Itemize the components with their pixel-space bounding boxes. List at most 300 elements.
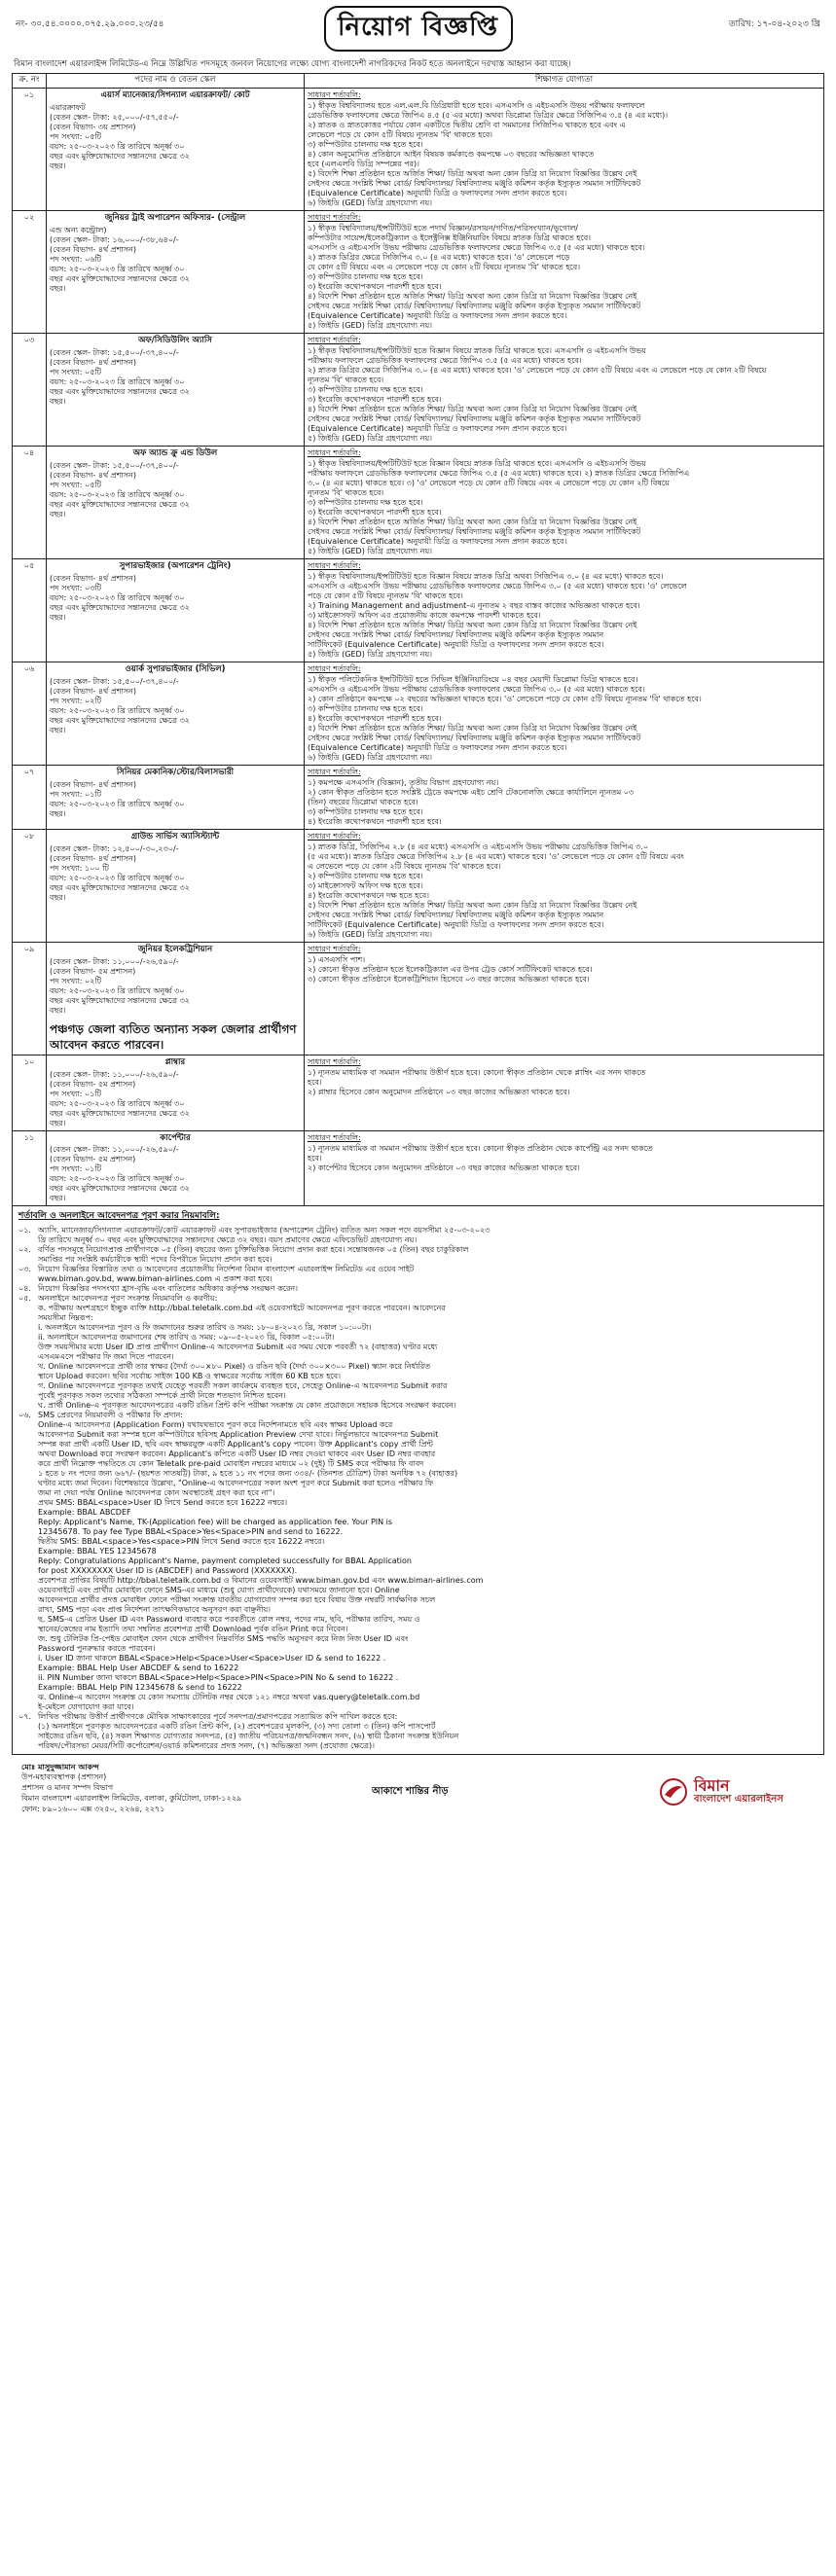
instruction-line: জমা না দেয়া পর্যন্ত Online আবেদনপত্র কোন অবস্থাতেই গ্রহণ করা হবে না"।	[38, 1487, 275, 1497]
row-qualification	[305, 334, 824, 447]
qualification-line: পড়ে যে কোন ৫টি বিষয়ে ন্যূনতম 'বি' থাকতে হবে।	[308, 591, 463, 601]
post-detail: পদ সংখ্যা: ০১টি	[50, 1164, 102, 1174]
qualification-line: ৩) ইংরেজি কথোপকথনে পারদর্শী হতে হবে।	[308, 508, 442, 518]
instruction-line: লিখিত পরীক্ষায় উত্তীর্ণ প্রার্থীগণকে মৌখিক সাক্ষাৎকারের পূর্বে সনদপত্র/প্রমাণপত্রের সত্যায়িত কপি দাখিল করতে হবে:	[38, 1711, 398, 1721]
table-row	[13, 1055, 824, 1131]
qualification-heading: সাধারণ শর্তাবলি:	[308, 448, 361, 458]
qualification-heading: সাধারণ শর্তাবলি:	[308, 336, 361, 345]
instruction-number: ০২.	[18, 1244, 31, 1254]
qualification-line: ৪) কোন অনুমোদিত প্রতিষ্ঠানে আইন বিষয়ক কর্মকাণ্ডে কমপক্ষে ০৩ বছরের অভিজ্ঞতা থাকতে	[308, 150, 595, 160]
instruction-line: খ্রি তারিখে অনূর্ধ্ব ৩০ বছর এবং মুক্তিযোদ্ধাদের সন্তানদের ক্ষেত্রে ৩২ বছর। বয়স প্রমাণের ক্ষেত্রে এফিডেভিট গ্রহণযোগ্য নয়।	[38, 1234, 418, 1244]
qualification-heading: সাধারণ শর্তাবলি:	[308, 90, 361, 100]
post-title: এয়ার্স ম্যানেজার/সিগন্যাল এয়ারক্রাফট/ কোট	[100, 90, 250, 101]
instruction-line: ii. PIN Number জানা থাকলে BBAL<Space>Help<Space>PIN<Space>PIN No & send to 16222 .	[38, 1672, 399, 1682]
qualification-line: এ লেভেলে পড়ে যে কোন ২টি বিষয়ে ন্যূনতম 'বি' থাকতে হবে।	[308, 862, 501, 872]
instruction-line: সম্পন্ন করা প্রার্থী একটি User ID, ছবি এবং স্বাক্ষরযুক্ত একটি Applicant's copy পাবেন। উক্ত Applicant's copy প্রার্থী প্রিন্ট	[38, 1439, 433, 1449]
instruction-text	[38, 1265, 818, 1284]
signature-block	[21, 1763, 241, 1815]
table-row	[13, 662, 824, 766]
qualification-line: ২) স্নাতক ডিগ্রির ক্ষেত্রে সিজিপিএ ৩.০ (৪ এর মধ্যে) থাকতে হবে। 'ও' লেভেলে পড়ে	[308, 253, 570, 263]
qualification-line: (Equivalence Certificate) অনুযায়ী ডিগ্রি ও ফলাফলের সনদ প্রদান করতে হবে।	[308, 189, 567, 198]
post-detail: বছর।	[50, 396, 66, 406]
table-row	[13, 89, 824, 211]
instruction-item	[18, 1654, 818, 1712]
qualification-line: ৩) ইংরেজি কথোপকথনে পারদর্শী হতে হবে।	[308, 395, 442, 405]
qualification-line: ৪) বিদেশি শিক্ষা প্রতিষ্ঠান হতে অর্জিত শিক্ষা/ ডিগ্রি অথবা অন্য কোন ডিগ্রি যা নিয়োগ বিজ্ঞপ্তির উল্লেখ নেই	[308, 518, 637, 527]
qualification-line: ১) ন্যূনতম মাধ্যমিক বা সমমান পরীক্ষায় উত্তীর্ণ হতে হবে। কোনো স্বীকৃত প্রতিষ্ঠান থেকে কার্পেন্ট্রি এর সনদ থাকতে	[308, 1143, 653, 1153]
row-serial: ০৯	[13, 943, 47, 1055]
col-qual-header: শিক্ষাগত যোগ্যতা	[305, 74, 824, 89]
post-detail: বয়স: ২৫-০৩-২০২৩ খ্রি তারিখে অনূর্ধ্ব ৩০	[50, 799, 185, 808]
post-detail: (বেতন বিভাগ- ৫ম প্রশাসন)	[50, 966, 136, 976]
post-detail: বছর এবং মুক্তিযোদ্ধাদের সন্তানদের ক্ষেত্রে ৩২	[50, 499, 190, 509]
instructions-section	[12, 1206, 824, 1754]
qualification-line: ৪) ইংরেজি কথোপকথনে দক্ষ হতে হবে।	[308, 891, 430, 901]
post-detail: (বেতন বিভাগ- ৪র্থ প্রশাসন)	[50, 244, 136, 254]
instruction-line: এসএমএসে পরীক্ষার ফি জমা দিতে পারবেন।	[38, 1351, 174, 1361]
row-post-info	[47, 1055, 305, 1131]
signatory-detail: ফোন: ৮৯০১৬০০ এক্স ৩২৫০, ২২৬৪, ২২৭১	[21, 1804, 165, 1813]
instruction-link-line: ঝ. Online-এ আবেদন সংক্রান্ত যে কোন সমস্যায় টেলিটক নম্বর থেকে ১২১ নম্বরে অথবা vas.query@teletalk.com.bd	[38, 1692, 420, 1701]
qualification-line: ৫) জিইডি (GED) ডিগ্রি গ্রহণযোগ্য নয়।	[308, 434, 433, 444]
qualification-line: সেইসব ক্ষেত্রে সংশ্লিষ্ট শিক্ষা বোর্ড/ বিশ্ববিদ্যালয়/ বিশ্ববিদ্যালয় মঞ্জুরি কমিশন কর্তৃক ইস্যুকৃত সমমান সার্টিফিকেট	[308, 302, 641, 311]
qualification-line: ৫) বিদেশি শিক্ষা প্রতিষ্ঠান হতে অর্জিত শিক্ষা/ ডিগ্রি অথবা অন্য কোন ডিগ্রি যা নিয়োগ বিজ্ঞপ্তির উল্লেখ নেই	[308, 169, 637, 179]
post-detail: বছর।	[50, 725, 66, 734]
qualification-line: (Equivalence Certificate) অনুযায়ী ডিগ্রি ও ফলাফলের সনদ প্রদান করতে হবে।	[308, 743, 567, 753]
instruction-item	[18, 1411, 818, 1498]
instruction-line: অনলাইনে আবেদনপত্র পূরণ সংক্রান্ত নিয়মাবলি ও করণীয়:	[38, 1293, 218, 1303]
qualification-line: সেইসব ক্ষেত্রে সংশ্লিষ্ট শিক্ষা বোর্ড/ বিশ্ববিদ্যালয়/ বিশ্ববিদ্যালয় মঞ্জুরি কমিশন কর্তৃক ইস্যুকৃত সমমান	[308, 911, 604, 920]
post-detail: বছর।	[50, 1118, 66, 1127]
signatory-detail: প্রশাসন ও মানব সম্পদ বিভাগ	[21, 1783, 114, 1793]
post-detail: পদ সংখ্যা: ০৫টি	[50, 480, 102, 489]
table-row	[13, 447, 824, 559]
qualification-line: সার্টিফিকেট (Equivalence Certificate) অনুযায়ী ডিগ্রি ও ফলাফলের সনদ প্রদান করতে হবে।	[308, 920, 604, 930]
qualification-line: সেইসব ক্ষেত্রে সংশ্লিষ্ট শিক্ষা বোর্ড/ বিশ্ববিদ্যালয়/ বিশ্ববিদ্যালয় মঞ্জুরি কমিশন কর্তৃক ইস্যুকৃত সমমান সার্টিফিকেট	[308, 414, 641, 424]
post-detail: বছর এবং মুক্তিযোদ্ধাদের সন্তানদের ক্ষেত্রে ৩২	[50, 1108, 190, 1118]
instruction-line: (১) অনলাইনে পূরণকৃত আবেদনপত্রের একটি রঙিন প্রিন্ট কপি, (২) প্রবেশপত্রের মূলকপি, (৩) সদ্য তোলা ৩ (তিন) কপি পাসপোর্ট	[38, 1721, 436, 1731]
row-qualification	[305, 830, 824, 943]
instruction-number: ০৬.	[18, 1410, 31, 1419]
instruction-line: ঘণ্টার মধ্যে জমা দিবেন। বিশেষভাবে উল্লেখ্য, "Online-এ আবেদনপত্রের সকল অংশ পূরণ করে Submit করা হলেও পরীক্ষার ফি	[38, 1478, 434, 1487]
instruction-number	[18, 1576, 38, 1654]
qualification-line: (Equivalence Certificate) অনুযায়ী ডিগ্রি ও ফলাফলের সনদ প্রদান করতে হবে।	[308, 311, 567, 321]
post-title: অফ অ্যান্ড ক্রু এন্ড ডিউল	[132, 448, 218, 459]
qualification-heading: সাধারণ শর্তাবলি:	[308, 768, 361, 777]
instruction-text	[38, 1411, 818, 1498]
post-detail: পদ সংখ্যা: ১০০ টি	[50, 863, 109, 873]
post-title: অফ/সিডিউলিং অ্যাসি	[138, 336, 212, 346]
qualification-line: ৩) কম্পিউটার চালনায় দক্ষ হতে হবে।	[308, 140, 423, 150]
qualification-line: লেভেলে পড়ে যে কোন ৫টি বিষয়ে ন্যূনতম 'বি' থাকতে হবে।	[308, 130, 493, 140]
table-row	[13, 830, 824, 943]
post-detail: বয়স: ২৫-০৩-২০২৩ খ্রি তারিখে অনূর্ধ্ব ৩০	[50, 141, 185, 151]
qualification-line: পরীক্ষায় ফলাফলে গ্রেডভিত্তিক ফলাফলের ক্ষেত্রে জিপিএ ৩.৫ (৫ এর মধ্যে) থাকতে হবে।	[308, 356, 582, 366]
post-detail: (বেতন বিভাগ- ৪র্থ প্রশাসন)	[50, 357, 136, 367]
qualification-heading: সাধারণ শর্তাবলি:	[308, 561, 361, 571]
post-detail: বছর।	[50, 283, 66, 293]
row-qualification	[305, 559, 824, 662]
instruction-line: ii. অনলাইনে আবেদনপত্র জমাদানের শেষ তারিখ ও সময়: ০৯-০৫-২০২৩ খ্রি, বিকাল ০৫:০০টা।	[38, 1332, 335, 1342]
instruction-number: ০৩.	[18, 1264, 31, 1273]
qualification-line: ৩) মাইক্রোসফট অফিস দক্ষ হতে হবে।	[308, 881, 423, 891]
instruction-line: Reply: Applicant's Name, TK-(Application fee) will be charged as application fee. Your PIN is	[38, 1517, 393, 1526]
post-detail: বছর এবং মুক্তিযোদ্ধাদের সন্তানদের ক্ষেত্রে ৩২	[50, 882, 190, 892]
post-detail: বছর।	[50, 808, 66, 818]
instruction-line: 12345678. To pay fee Type BBAL<Space>Yes<Space>PIN and send to 16222.	[38, 1526, 344, 1536]
instruction-line: দ্বিতীয় SMS: BBAL<space>Yes<space>PIN লিখে Send করতে হবে 16222 নম্বরে।	[38, 1536, 325, 1546]
qualification-line: ২) কোন প্রতিষ্ঠানে কমপক্ষে ০২ বছরের অভিজ্ঞতা থাকতে হবে। 'ও' লেভেলে পড়ে যে কোন ৫টি বিষয়ে ন্যূনতম 'বি' থাকতে হবে।	[308, 695, 702, 704]
post-detail: বয়স: ২৫-০৩-২০২৩ খ্রি তারিখে অনূর্ধ্ব ৩০	[50, 592, 185, 602]
post-title: গ্রাউন্ড সার্ভিস অ্যাসিস্ট্যান্ট	[130, 832, 220, 842]
post-detail: এয়ারক্রাফট	[50, 102, 86, 112]
post-detail: পদ সংখ্যা: ০৫টি	[50, 367, 102, 376]
instruction-item	[18, 1712, 818, 1751]
post-detail: বছর এবং মুক্তিযোদ্ধাদের সন্তানদের ক্ষেত্রে ৩২	[50, 602, 190, 612]
instruction-link-line: www.biman.gov.bd, www.biman-airlines.com এ প্রকাশ করা হবে।	[38, 1273, 273, 1283]
instruction-line: ওয়েবসাইটে এবং প্রার্থীর মোবাইল ফোনে SMS-এর মাধ্যমে (শুধু যোগ্য প্রার্থীদেরকে) যথাসময়ে জানানো হবে। Online	[38, 1585, 400, 1594]
post-detail: বয়স: ২৫-০৩-২০২৩ খ্রি তারিখে অনূর্ধ্ব ৩০	[50, 264, 185, 273]
instruction-line: স্থানের/কেন্দ্রের নাম ইত্যাদি তথ্য সম্বলিত প্রবেশপত্র প্রার্থী Download পূর্বক রঙিন Print করে নিবেন।	[38, 1624, 348, 1633]
slogan: আকাশে শান্তির নীড়	[372, 1785, 449, 1797]
post-detail: বছর এবং মুক্তিযোদ্ধাদের সন্তানদের ক্ষেত্রে ৩২	[50, 386, 190, 396]
instruction-line: জ. শুধু টেলিটক প্রি-পেইড মোবাইল ফোন থেকে প্রার্থীগণ নিম্নবর্ণিত SMS পদ্ধতি অনুসরণ করে নিজ নিজ User ID এবং	[38, 1633, 409, 1643]
footer	[12, 1759, 824, 1827]
row-serial: ০৩	[13, 334, 47, 447]
logo-text-primary: বিমান	[694, 1775, 730, 1795]
post-detail: (বেতন স্কেল- টাকা: ১১,০০০/-২৬,৫৯০/-	[50, 1145, 179, 1155]
instruction-item	[18, 1265, 818, 1284]
qualification-line: সেইসব ক্ষেত্রে সংশ্লিষ্ট শিক্ষা বোর্ড/ বিশ্ববিদ্যালয়/ বিশ্ববিদ্যালয় মঞ্জুরি কমিশন কর্তৃক ইস্যুকৃত সমমান সার্টিফিকেট	[308, 527, 641, 537]
row-serial: ০৫	[13, 559, 47, 662]
qualification-line: ৫) বিদেশি শিক্ষা প্রতিষ্ঠান হতে অর্জিত শিক্ষা/ ডিগ্রি অথবা অন্য কোন ডিগ্রি যা নিয়োগ বিজ্ঞপ্তির উল্লেখ নেই	[308, 724, 637, 733]
instruction-line: Example: BBAL YES 12345678	[38, 1546, 157, 1556]
qualification-line: ৫) বিদেশি শিক্ষা প্রতিষ্ঠান হতে অর্জিত শিক্ষা/ ডিগ্রি অথবা অন্য কোন ডিগ্রি যা নিয়োগ বিজ্ঞপ্তির উল্লেখ নেই	[308, 901, 637, 911]
instruction-line: Example: BBAL Help User ABCDEF & send to 16222	[38, 1663, 239, 1672]
post-detail: পদ সংখ্যা: ০১টি	[50, 789, 102, 799]
qualification-line: ১) ন্যূনতম মাধ্যমিক বা সমমান পরীক্ষায় উত্তীর্ণ হতে হবে। কোনো স্বীকৃত প্রতিষ্ঠান থেকে প্লাম্বিং এর সনদ থাকতে	[308, 1068, 646, 1078]
qualification-line: ২) কোন স্বীকৃত প্রতিষ্ঠান হতে সংশ্লিষ্ট ট্রেডে কমপক্ষে এইচ শ্রেণি টেকনোলজি ক্ষেত্রে কার্যালিনে ন্যূনতম ০৩	[308, 788, 635, 798]
qualification-line: এসএসসি ও এইচএসসি উভয় পরীক্ষায় গ্রেডভিত্তিক ফলাফলের ক্ষেত্রে জিপিএ ৩.০ (৫ এর মধ্যে) থাকতে হবে। 'ও' লেভেলে	[308, 582, 687, 591]
post-title: সিনিয়র মেকানিক/স্টোর/বিলাসভারী	[116, 768, 235, 778]
qualification-line: ৫) জিইডি (GED) ডিগ্রি গ্রহণযোগ্য নয়।	[308, 547, 433, 556]
instruction-line: Example: BBAL Help PIN 12345678 & send to 16222	[38, 1682, 242, 1692]
qualification-line: ২) কম্পিউটার চালনায় দক্ষ হতে হবে।	[308, 872, 423, 881]
qualification-line: ২) Training Management and adjustment-এ নূন্যতম ২ বছর বাস্তব কাজের অভিজ্ঞতা থাকতে হবে।	[308, 601, 640, 611]
instruction-line: অ্যাসি. ম্যানেজার/সিগন্যাল এয়ারক্রাফট/কোট এয়ারক্রাফট এবং সুপারভাইজার (অপারেশন ট্রেনিং) ব্যতিত অন্য সকল পদে বয়সসীমা ২৫-০৩-২০২৩	[38, 1225, 491, 1234]
qualification-line: ১) স্বীকৃত বিশ্ববিদ্যালয় হতে এল.এল.বি ডিগ্রিধারী হতে হবে। এসএসসি ও এইচএসসি উভয় পরীক্ষায় ফলাফলে	[308, 101, 645, 111]
table-row	[13, 211, 824, 334]
row-serial: ০১	[13, 89, 47, 211]
post-title: সুপারভাইজার (অপারেশন ট্রেনিং)	[119, 561, 232, 572]
qualification-line: ৩) কম্পিউটার চালনায় দক্ষ হতে হবে।	[308, 704, 423, 714]
qualification-line: সেইসব ক্ষেত্রে সংশ্লিষ্ট শিক্ষা বোর্ড/ বিশ্ববিদ্যালয়/ বিশ্ববিদ্যালয় মঞ্জুরি কমিশন কর্তৃক ইস্যুকৃত সমমান সার্টিফিকেট	[308, 733, 641, 743]
instruction-text	[38, 1226, 818, 1245]
instruction-line: প্রথম SMS: BBAL<space>User ID লিখে Send করতে হবে 16222 নম্বরে।	[38, 1497, 288, 1507]
qualification-line: ২) স্নাতক ও স্নাতকোত্তর পর্যায়ে কোন একটিতে দ্বিতীয় শ্রেণি বা সমমানের সিজিপিএ থাকতে হবে এবং এ	[308, 121, 626, 130]
instruction-line: নিয়োগ বিজ্ঞপ্তির বিস্তারিত তথ্য ও আবেদনের প্রয়োজনীয় নির্দেশনা বিমান বাংলাদেশ এয়ারলাইন্স লিমিটেড এর ওয়েব সাইট	[38, 1264, 415, 1273]
instruction-line: Example: BBAL ABCDEF	[38, 1507, 131, 1517]
signatory-detail: বিমান বাংলাদেশ এয়ারলাইন্স লিমিটেড, বলাকা, কুর্মিটোলা, ঢাকা-১২২৯	[21, 1794, 242, 1804]
qualification-line: ২) কোনো স্বীকৃত প্রতিষ্ঠান হতে ইলেকট্রিক্যাল এর উপর ট্রেড কোর্স সার্টিফিকেট থাকতে হবে।	[308, 965, 593, 975]
instruction-text	[38, 1576, 818, 1654]
qualification-line: সেইসব ক্ষেত্রে সংশ্লিষ্ট শিক্ষা বোর্ড/ বিশ্ববিদ্যালয়/ বিশ্ববিদ্যালয় মঞ্জুরি কমিশন কর্তৃক ইস্যুকৃত সমমান	[308, 630, 604, 640]
qualification-line: ৩) কম্পিউটার চালনায় দক্ষ হতে হবে।	[308, 272, 423, 282]
qualification-heading: সাধারণ শর্তাবলি:	[308, 213, 361, 223]
qualification-line: ৪) বিদেশি শিক্ষা প্রতিষ্ঠান হতে অর্জিত শিক্ষা/ ডিগ্রি অথবা অন্য কোন ডিগ্রি যা নিয়োগ বিজ্ঞপ্তির উল্লেখ নেই	[308, 405, 637, 414]
row-post-info	[47, 766, 305, 830]
row-qualification	[305, 1130, 824, 1206]
instruction-item	[18, 1284, 818, 1294]
post-detail: বছর এবং মুক্তিযোদ্ধাদের সন্তানদের ক্ষেত্রে ৩২	[50, 1184, 190, 1194]
post-detail: বছর।	[50, 1005, 66, 1015]
post-detail: বছর।	[50, 892, 66, 902]
col-post-header: পদের নাম ও বেতন স্কেল	[47, 74, 305, 89]
post-detail: (বেতন স্কেল- টাকা: ১৫,৫০০/-৩৭,৪০০/-	[50, 460, 179, 470]
logo-wordmark	[694, 1775, 783, 1805]
instruction-line: স্থানে Upload করবেন। ছবির সর্বোচ্চ সাইজ 100 KB ও স্বাক্ষরের সর্বোচ্চ সাইজ 60 KB হতে হবে।	[38, 1371, 341, 1380]
table-row	[13, 943, 824, 1055]
qualification-line: ন্যূনতম 'বি' থাকতে হবে।	[308, 376, 384, 385]
instruction-line: Reply: Congratulations Applicant's Name, payment completed successfully for BBAL Application	[38, 1556, 412, 1565]
post-detail: বছর এবং মুক্তিযোদ্ধাদের সন্তানদের ক্ষেত্রে ৩২	[50, 273, 190, 283]
instruction-item	[18, 1576, 818, 1654]
post-detail: বছর।	[50, 1194, 66, 1203]
instruction-item	[18, 1294, 818, 1411]
post-title: প্লাম্বার	[164, 1057, 186, 1068]
post-detail: পদ সংখ্যা: ০৬টি	[50, 254, 102, 264]
qualification-line: ৩) কম্পিউটার চালনায় দক্ষ হতে হবে।	[308, 807, 423, 817]
post-title: কার্পেন্টার	[160, 1132, 191, 1143]
instruction-line: সাইজের রঙিন ছবি, (৪) সকল শিক্ষাগত যোগ্যতার সনদপত্র, (৫) জাতীয় পরিচয়পত্র/জন্মনিবন্ধন সনদ, (৬) স্থায়ী ঠিকানা সংক্রান্ত ইউনিয়ন	[38, 1731, 459, 1740]
post-detail: বছর।	[50, 509, 66, 519]
instruction-line: বর্ণিত পদসমূহে নিয়োগপ্রাপ্ত প্রার্থীগণকে ০৫ (তিন) বছরের জন্য চুক্তিভিত্তিক নিয়োগ প্রদান করা হবে। সন্তোষজনক ০৫ (তিন) বছর চাকুরিকাল	[38, 1244, 469, 1254]
qualification-line: ১) এসএসসি পাশ।	[308, 955, 366, 965]
qualification-line: ২) কার্পেন্টার হিসেবে কোন অনুমোদন প্রতিষ্ঠানে ০৩ বছর কাজের অভিজ্ঞতা থাকতে হবে।	[308, 1163, 580, 1172]
instruction-line: সমাপ্তির পর সংশ্লিষ্ট কর্মচারীকে স্থায়ী পদের বিপরীতে নিয়োগ প্রদান করা হবে।	[38, 1254, 273, 1264]
instruction-line: অথবা Download করে সংরক্ষণ করবেন। Applicant's কপিতে একটি User ID নম্বর দেওয়া থাকবে এবং User ID নম্বর ব্যবহার	[38, 1449, 436, 1458]
instruction-line: করে প্রার্থী নিম্নোক্ত পদ্ধতিতে যে কোন Teletalk pre-paid মোবাইল নম্বরের মাধ্যমে ০২ (দুই) টি SMS করে পরীক্ষার ফি বাবদ	[38, 1458, 424, 1468]
row-post-info	[47, 89, 305, 211]
post-note: পঞ্চগড় জেলা ব্যতিত অন্যান্য সকল জেলার প্রার্থীগণ আবেদন করতে পারবেন।	[50, 1021, 297, 1052]
instruction-item	[18, 1498, 818, 1576]
qualification-line: ২) স্নাতক ডিগ্রির ক্ষেত্রে সিজিপিএ ৩.০ (৪ এর মধ্যে) থাকতে হবে। 'ও' লেভেলে পড়ে যে কোন ৫টি বিষয়ে এবং এ লেভেলে পড়ে যে কোন ২টি বিষয়ে	[308, 366, 767, 376]
signatory-detail: উপ-মহাব্যবস্থাপক (প্রশাসন)	[21, 1772, 107, 1782]
instruction-line: আবেদনপত্রে প্রার্থীর প্রদত্ত মোবাইল ফোনে পরীক্ষা সংক্রান্ত যাবতীয় যোগাযোগ সম্পন্ন করা হবে বিধায় উক্ত নম্বরটি সার্বক্ষণিক সচল	[38, 1594, 436, 1604]
qualification-line: (Equivalence Certificate) অনুযায়ী ডিগ্রি ও ফলাফলের সনদ প্রদান করতে হবে।	[308, 537, 567, 547]
qualification-line: ১) স্বীকৃত বিশ্ববিদ্যালয়/ইন্সটিটিউট হতে বিজ্ঞান বিষয়ে স্নাতক ডিগ্রি অথবা সিজিপিএ ৩.০ (৪ এর মধ্যে) থাকতে হবে।	[308, 572, 664, 582]
qualification-heading: সাধারণ শর্তাবলি:	[308, 1132, 361, 1142]
reference-number: নং- ৩০.৫৪.০০০০.০৭৫.২৯.০০০.২৩/৫৪	[16, 19, 164, 29]
instruction-text	[38, 1712, 818, 1751]
qualification-line: গ্রেডভিত্তিক ফলাফলের ক্ষেত্রে জিপিএ ৪.৫ (৫ এর মধ্যে) অথবা ডিপ্লোমা ডিগ্রির ক্ষেত্রে সিজিপিএ ৩.৫ (৪ এর মধ্যে)।	[308, 111, 669, 121]
row-serial: ০৮	[13, 830, 47, 943]
stork-logo-icon	[659, 1777, 688, 1807]
qualification-line: এসএসসি ও এইচএসসি উভয় পরীক্ষায় গ্রেডভিত্তিক ফলাফলের ক্ষেত্রে জিপিএ ৩.০ (৫ এর মধ্যে) থাকতে হবে।	[308, 685, 645, 695]
qualification-heading: সাধারণ শর্তাবলি:	[308, 1057, 361, 1067]
qualification-heading: সাধারণ শর্তাবলি:	[308, 664, 361, 674]
row-serial: ০৪	[13, 447, 47, 559]
post-detail: বছর এবং মুক্তিযোদ্ধাদের সন্তানদের ক্ষেত্রে ৩২	[50, 995, 190, 1005]
post-detail: বয়স: ২৫-০৩-২০২৩ খ্রি তারিখে অনূর্ধ্ব ৩০	[50, 985, 185, 995]
post-detail: (বেতন বিভাগ- ৪র্থ প্রশাসন)	[50, 779, 136, 789]
instruction-line: গ. Online আবেদনপত্রে পূরণকৃত তথ্যই যেহেতু পরবর্তী সকল কার্যক্রমে ব্যবহৃত হবে, সেহেতু Online-এ আবেদনপত্র Submit করার	[38, 1380, 448, 1390]
row-post-info	[47, 211, 305, 334]
qualification-heading: সাধারণ শর্তাবলি:	[308, 832, 361, 841]
instruction-line: নিয়োগ বিজ্ঞপ্তির পদসংখ্যা হ্রাস-বৃদ্ধি এবং বাতিলের অধিকার কর্তৃপক্ষ সংরক্ষণ করেন।	[38, 1283, 299, 1293]
instruction-line: পরিষদ/পৌরসভা মেয়র/সিটি কর্পোরেশন/ওয়ার্ড কমিশনারের প্রদত্ত সনদ, (৭) অভিজ্ঞতা সনদ (প্রযোজ্য ক্ষেত্রে)।	[38, 1740, 375, 1750]
row-qualification	[305, 1055, 824, 1131]
instruction-line: ই-মেইলে যোগাযোগ করা যাবে।	[38, 1701, 134, 1711]
instruction-line: উক্ত সময়সীমার মধ্যে User ID প্রাপ্ত প্রার্থীগণ Online-এ আবেদনপত্র Submit এর সময় থেকে পরবর্তী ৭২ (বাহাত্তর) ঘণ্টার মধ্যে	[38, 1342, 438, 1351]
qualification-line: সার্টিফিকেট (Equivalence Certificate) অনুযায়ী ডিগ্রি ও ফলাফলের সনদ প্রদান করতে হবে।	[308, 640, 604, 650]
qualification-line: হবে।	[308, 1078, 322, 1088]
row-post-info	[47, 1130, 305, 1206]
qualification-line: ৫) জিইডি (GED) ডিগ্রি গ্রহণযোগ্য নয়।	[308, 650, 433, 660]
instruction-line: ঘ. প্রার্থী Online-এ পূরণকৃত আবেদনপত্রের একটি রঙিন প্রিন্ট কপি পরীক্ষা সংক্রান্ত যে কোন প্রয়োজনে সহায়ক হিসেবে সংরক্ষণ করবেন।	[38, 1400, 456, 1410]
post-detail: এন্ড অন্য কন্ট্রোল)	[50, 225, 107, 234]
table-row	[13, 1130, 824, 1206]
qualification-line: ৩) কম্পিউটার চালনায় দক্ষ হতে হবে।	[308, 385, 423, 395]
qualification-line: ১) স্বীকৃত বিশ্ববিদ্যালয়/ইন্সটিটিউট হতে পদার্থ বিজ্ঞান/রসায়ন/গণিত/পরিসংখ্যান/ভূগোল/	[308, 224, 578, 233]
post-detail: (বেতন স্কেল- টাকা: ২৫,০০০/-৫৭,৫৫০/-	[50, 112, 179, 122]
table-row	[13, 766, 824, 830]
qualification-line: ৩) ইংরেজি কথোপকথনে পারদর্শী হতে হবে।	[308, 282, 442, 292]
qualification-line: ১) স্বীকৃত বিশ্ববিদ্যালয়/ইন্সটিটিউট হতে বিজ্ঞান বিষয়ে স্নাতক ডিগ্রি থাকতে হবে। এসএসসি ও এইচএসসি উভয়	[308, 346, 646, 356]
post-detail: (বেতন স্কেল- টাকা: ১২,৫০০/-৩০,২৩০/-	[50, 843, 179, 853]
instruction-number: ০৫.	[18, 1293, 31, 1303]
instruction-link-line: প্রবেশপত্র প্রাপ্তির বিষয়টি http://bbal.teletalk.com.bd ও বিমানের ওয়েবসাইট www.biman.gov.bd এবং www.biman-airlines.com	[38, 1575, 484, 1585]
qualification-line: ২) প্লাম্বার হিসেবে কোন অনুমোদন প্রতিষ্ঠানে ০৩ বছর কাজের অভিজ্ঞতা থাকতে হবে।	[308, 1088, 570, 1097]
row-post-info	[47, 334, 305, 447]
row-post-info	[47, 830, 305, 943]
instruction-text	[38, 1245, 818, 1265]
signatory-name: মোঃ মাসুদুজ্জামান আকন্দ	[21, 1762, 99, 1771]
post-detail: বয়স: ২৫-০৩-২০২৩ খ্রি তারিখে অনূর্ধ্ব ৩০	[50, 1174, 185, 1184]
instruction-text	[38, 1654, 818, 1712]
instruction-number: ০৪.	[18, 1283, 31, 1293]
row-serial: ০২	[13, 211, 47, 334]
row-serial: ১০	[13, 1055, 47, 1131]
instruction-text	[38, 1294, 818, 1411]
post-detail: (বেতন স্কেল- টাকা: ১১,০০০/-২৬,৫৯০/-	[50, 1069, 179, 1079]
qualification-line: ১) স্নাতক ডিগ্রি, সিজিপিএ ২.৮ (৪ এর মধ্যে) এসএসসি ও এইচএসসি উভয় পরীক্ষায় গ্রেডভিত্তিক জিপিএ ৩.০	[308, 842, 649, 852]
instruction-line: Online-এ আবেদনপত্র (Application Form) যথাযথভাবে পূরণ করে নির্দেশনামতে ছবি এবং স্বাক্ষর Upload করে	[38, 1419, 393, 1429]
qualification-line: যে কোন ৫টি বিষয়ে এবং এ লেভেলে পড়ে যে কোন ২টি বিষয়ে ন্যূনতম 'বি' থাকতে হবে।	[308, 263, 581, 272]
instruction-line: পূর্বেই পূরণকৃত সকল তথ্যের সঠিকতা সম্পর্কে প্রার্থী নিজে শতভাগ নিশ্চিত হবেন।	[38, 1390, 286, 1400]
qualification-line: ৬) জিইডি (GED) ডিগ্রি গ্রহণযোগ্য নয়।	[308, 753, 433, 763]
row-serial: ০৭	[13, 766, 47, 830]
post-detail: পদ সংখ্যা: ০৫টি	[50, 131, 102, 141]
qualification-line: (Equivalence Certificate) অনুযায়ী ডিগ্রি ও ফলাফলের সনদ প্রদান করতে হবে।	[308, 424, 567, 434]
instruction-line: SMS প্রেরণের নিয়মাবলী ও পরীক্ষার ফি প্রদান:	[38, 1410, 183, 1419]
row-post-info	[47, 559, 305, 662]
instructions-list	[18, 1226, 818, 1751]
row-serial: ১১	[13, 1130, 47, 1206]
instruction-link-line: ক. পরীক্ষায় অংশগ্রহণে ইচ্ছুক ব্যক্তি http://bbal.teletalk.com.bd এই ওয়েবসাইটে আবেদনপত্র পূরণ করতে পারবেন। আবেদনের	[38, 1303, 446, 1312]
logo-text-secondary: বাংলাদেশ এয়ারলাইনস	[694, 1793, 783, 1805]
qualification-line: ৩) কোনো স্বীকৃত প্রতিষ্ঠানে ইলেকট্রিশিয়ান হিসেবে ০৩ বছর কাজের অভিজ্ঞতা থাকতে হবে।	[308, 975, 590, 984]
qualification-line: পরীক্ষায় ফলাফলে গ্রেডভিত্তিক ফলাফলের ক্ষেত্রে জিপিএ ৩.৫ (৫ এর মধ্যে) থাকতে হবে। ২) স্নাতক ডিগ্রির ক্ষেত্রে সিজিপিএ	[308, 469, 690, 479]
post-detail: বয়স: ২৫-০৩-২০২৩ খ্রি তারিখে অনূর্ধ্ব ৩০	[50, 705, 185, 715]
row-qualification	[305, 211, 824, 334]
post-detail: পদ সংখ্যা: ০২টি	[50, 976, 102, 985]
instruction-line: ছ. SMS-এ প্রেরিত User ID এবং Password ব্যবহার করে পরবর্তীতে রোল নম্বর, পদের নাম, ছবি, পরীক্ষার তারিখ, সময় ও	[38, 1614, 420, 1624]
instruction-line: রাখা, SMS পড়া এবং প্রাপ্ত নির্দেশনা তাৎক্ষণিকভাবে অনুসরণ করা বাঞ্ছনীয়।	[38, 1604, 272, 1614]
post-detail: (বেতন বিভাগ- ৪র্থ প্রশাসন)	[50, 470, 136, 480]
row-qualification	[305, 447, 824, 559]
col-sl-header: ক্র. নং	[13, 74, 47, 89]
instruction-line: খ. Online আবেদনপত্রে প্রার্থী তার স্বাক্ষর (দৈর্ঘ্য ৩০০×৮০ Pixel) ও রঙিন ছবি (দৈর্ঘ্য ৩০০×৩০০ Pixel) স্ক্যান করে নির্ধারিত	[38, 1361, 431, 1371]
biman-logo	[659, 1771, 805, 1813]
qualification-line: (তিন) বছরের ডিপ্লোমা থাকতে হবে।	[308, 798, 418, 807]
instruction-line: ১ হতে ৮ নং পদের জন্য ৬৬৭/- (ছয়শত সাতষট্টি) টাকা, ৯ হতে ১১ নং পদের জন্য ৩৩৪/- (তিনশত চৌত্রিশ) টাকা অনধিক ৭২ (বাহাত্তর)	[38, 1468, 458, 1478]
qualification-heading: সাধারণ শর্তাবলি:	[308, 945, 361, 954]
post-detail: বছর।	[50, 161, 66, 170]
instruction-text	[38, 1284, 818, 1294]
row-qualification	[305, 766, 824, 830]
row-qualification	[305, 662, 824, 766]
intro-text: বিমান বাংলাদেশ এয়ারলাইন্স লিমিটেড-এ নিম্নে উল্লিখিত পদসমূহে জনবল নিয়োগের লক্ষ্যে যোগ্য বাংলাদেশী নাগরিকদের নিকট হতে অনলাইনে দরখাস্ত আহ্বান করা যাচ্ছে।	[14, 58, 571, 69]
instruction-text	[38, 1498, 818, 1576]
qualification-line: ৬) জিইডি (GED) ডিগ্রি গ্রহণযোগ্য নয়।	[308, 198, 433, 208]
post-detail: (বেতন বিভাগ- ৫ম প্রশাসন)	[50, 1155, 136, 1164]
qualification-line: ৬) জিইডি (GED) ডিগ্রি গ্রহণযোগ্য নয়।	[308, 930, 433, 940]
post-detail: (বেতন বিভাগ- ৫ম প্রশাসন)	[50, 1079, 136, 1089]
post-detail: (বেতন স্কেল- টাকা: ১১,০০০/-২৬,৫৯০/-	[50, 956, 179, 966]
qualification-line: হবে (এলএলবি ডিগ্রি সম্পন্নের পর)।	[308, 160, 420, 169]
qualification-line: সেইসব ক্ষেত্রে সংশ্লিষ্ট শিক্ষা বোর্ড/ বিশ্ববিদ্যালয়/ বিশ্ববিদ্যালয় মঞ্জুরি কমিশন কর্তৃক ইস্যুকৃত সমমান সার্টিফিকেট	[308, 179, 641, 189]
qualification-line: কম্পিউটার সায়েন্স/ইলেকট্রিক্যাল ও ইলেক্ট্রনিক্স ইঞ্জিনিয়ারিং বিষয়ে স্নাতক ডিগ্রি থাকতে হবে।	[308, 233, 592, 243]
post-detail: (বেতন বিভাগ- ৪র্থ প্রশাসন)	[50, 686, 136, 696]
row-qualification	[305, 89, 824, 211]
qualification-line: (৫ এর মধ্যে)। স্নাতক ডিগ্রির ক্ষেত্রে সিজিপিএ ২.৮ (৪ এর মধ্যে) থাকতে হবে। 'ও' লেভেলে পড়ে যে কোন ৫টি বিষয়ে এবং	[308, 852, 684, 862]
instructions-title: শর্তাবলি ও অনলাইনে আবেদনপত্র পূরণ করার নিয়মাবলি:	[18, 1211, 220, 1222]
instruction-number	[18, 1498, 38, 1576]
table-row	[13, 334, 824, 447]
post-title: জুনিয়র ইলেকট্রিশিয়ান	[137, 945, 213, 955]
row-post-info	[47, 943, 305, 1055]
table-row	[13, 559, 824, 662]
post-detail: (বেতন বিভাগ- ৩য় প্রশাসন)	[50, 122, 136, 131]
posts-table	[12, 73, 824, 1206]
qualification-line: ৫) জিইডি (GED) ডিগ্রি গ্রহণযোগ্য নয়।	[308, 321, 433, 331]
qualification-line: ৪) বিদেশি শিক্ষা প্রতিষ্ঠান হতে অর্জিত শিক্ষা/ ডিগ্রি অথবা অন্য কোন ডিগ্রি যা নিয়োগ বিজ্ঞপ্তির উল্লেখ নেই	[308, 621, 637, 630]
notice-date: তারিখ: ১৭-০৪-২০২৩ খ্রি	[728, 19, 820, 29]
post-detail: পদ সংখ্যা: ০১টি	[50, 1089, 102, 1098]
post-detail: (বেতন স্কেল- টাকা: ১৬,০০০/-৩৮,৬৪০/-	[50, 234, 179, 244]
instruction-number: ০৭.	[18, 1711, 31, 1721]
post-title: জুনিয়র ট্রাই অপারেশন অফিসার- (সেন্ট্রাল	[104, 213, 246, 224]
row-post-info	[47, 662, 305, 766]
instruction-item	[18, 1226, 818, 1245]
instruction-line: for post XXXXXXXX User ID is (ABCDEF) and Password (XXXXXXX).	[38, 1565, 298, 1575]
table-header-row	[13, 74, 824, 89]
instruction-line: Password পুনরুদ্ধার করতে পারবেন।	[38, 1643, 156, 1653]
post-detail: (বেতন স্কেল- টাকা: ১৫,৫০০/-৩৭,৪০০/-	[50, 676, 179, 686]
qualification-line: ৪) ইংরেজি কথোপকথনে পারদর্শী হতে হবে।	[308, 817, 442, 827]
post-detail: (বেতন বিভাগ- ৪র্থ প্রশাসন)	[50, 853, 136, 863]
post-detail: বয়স: ২৫-০৩-২০২৩ খ্রি তারিখে অনূর্ধ্ব ৩০	[50, 376, 185, 386]
qualification-line: ১) স্বীকৃত পলিটেকনিক ইন্সটিটিউট হতে সিভিল ইঞ্জিনিয়ারিংয়ে ০৪ বছর মেয়াদী ডিপ্লোমা ডিগ্রি থাকতে হবে।	[308, 675, 638, 685]
row-qualification	[305, 943, 824, 1055]
qualification-line: ১) স্বীকৃত বিশ্ববিদ্যালয়/ইন্সটিটিউট হতে বিজ্ঞান বিষয়ে স্নাতক ডিগ্রি থাকতে হবে। এসএসসি ও এইচএসসি উভয়	[308, 459, 646, 469]
instruction-line: সময়সীমা নিম্নরূপ:	[38, 1312, 93, 1322]
instruction-number: ০১.	[18, 1225, 31, 1234]
instruction-number	[18, 1654, 38, 1712]
instruction-line: i. অনলাইনে আবেদনপত্র পূরণ ও ফি জমাদানের শুরুর তারিখ ও সময়: ১৮-০৪-২০২৩ খ্রি, সকাল ১০:০০টা।	[38, 1322, 372, 1332]
row-serial: ০৬	[13, 662, 47, 766]
